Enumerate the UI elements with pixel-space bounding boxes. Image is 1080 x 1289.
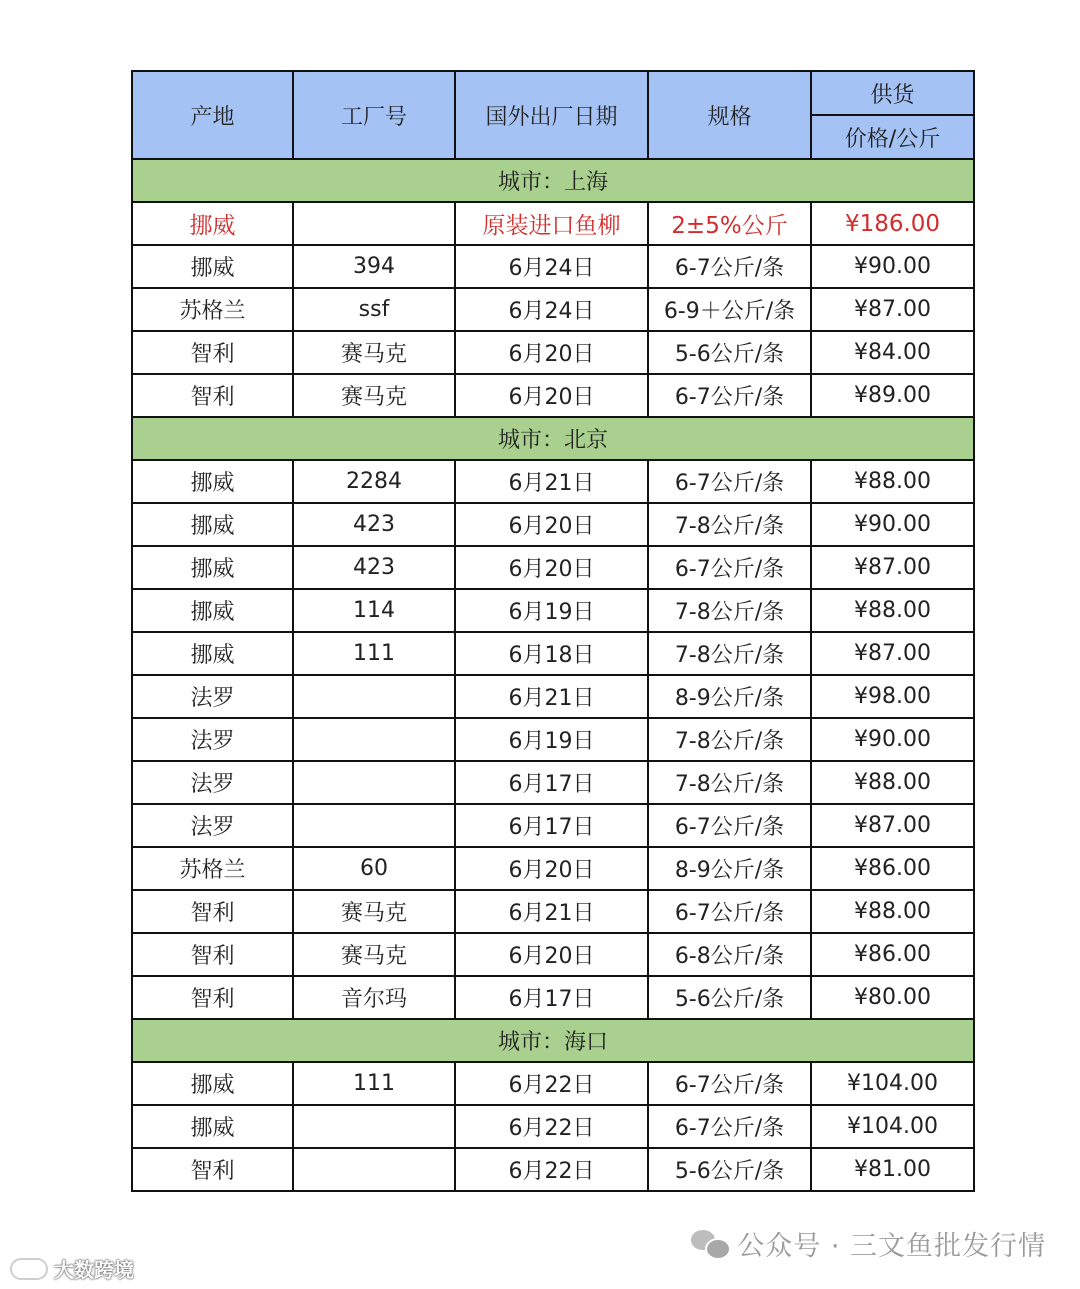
cell-date: 6月17日	[455, 804, 648, 847]
table-row	[132, 331, 974, 374]
table-row	[132, 589, 974, 632]
cell-price: ¥90.00	[811, 503, 974, 546]
cell-date: 6月22日	[455, 1148, 648, 1191]
table-row	[132, 933, 974, 976]
cell-origin: 挪威	[132, 632, 293, 675]
cell-date: 6月18日	[455, 632, 648, 675]
cell-origin: 智利	[132, 331, 293, 374]
table-row	[132, 976, 974, 1019]
cell-price: ¥89.00	[811, 374, 974, 417]
table-row	[132, 1062, 974, 1105]
cell-date: 6月24日	[455, 245, 648, 288]
header-price-unit: 价格/公斤	[811, 115, 974, 159]
cell-spec: 5-6公斤/条	[648, 976, 811, 1019]
cell-spec: 6-8公斤/条	[648, 933, 811, 976]
cell-spec: 8-9公斤/条	[648, 675, 811, 718]
cell-spec: 7-8公斤/条	[648, 761, 811, 804]
cell-origin: 智利	[132, 976, 293, 1019]
cell-date: 6月21日	[455, 675, 648, 718]
cell-factory: 音尔玛	[293, 976, 455, 1019]
cell-spec: 6-7公斤/条	[648, 1062, 811, 1105]
cell-factory	[293, 804, 455, 847]
cell-origin: 挪威	[132, 245, 293, 288]
cell-date: 6月20日	[455, 503, 648, 546]
cell-spec: 6-7公斤/条	[648, 1105, 811, 1148]
cell-origin: 挪威	[132, 589, 293, 632]
table-row	[132, 1105, 974, 1148]
cell-spec: 6-7公斤/条	[648, 460, 811, 503]
cell-price: ¥88.00	[811, 589, 974, 632]
cell-date: 6月21日	[455, 460, 648, 503]
header-origin: 产地	[132, 71, 293, 159]
cell-price: ¥88.00	[811, 460, 974, 503]
cell-spec: 5-6公斤/条	[648, 331, 811, 374]
cell-factory: 423	[293, 503, 455, 546]
cell-spec: 6-7公斤/条	[648, 890, 811, 933]
logo-icon	[10, 1258, 48, 1280]
cell-factory: 赛马克	[293, 331, 455, 374]
table-body	[132, 159, 974, 1191]
table-row	[132, 761, 974, 804]
header-spec: 规格	[648, 71, 811, 159]
city-row	[132, 159, 974, 202]
cell-spec: 2±5%公斤	[648, 202, 811, 245]
cell-spec: 8-9公斤/条	[648, 847, 811, 890]
cell-date: 6月24日	[455, 288, 648, 331]
cell-factory	[293, 718, 455, 761]
cell-factory: 111	[293, 1062, 455, 1105]
cell-origin: 苏格兰	[132, 847, 293, 890]
cell-spec: 7-8公斤/条	[648, 632, 811, 675]
cell-price: ¥90.00	[811, 245, 974, 288]
cell-origin: 智利	[132, 890, 293, 933]
cell-factory	[293, 1148, 455, 1191]
city-label: 城市：北京	[132, 417, 974, 460]
cell-factory: 2284	[293, 460, 455, 503]
cell-spec: 7-8公斤/条	[648, 503, 811, 546]
cell-date: 原装进口鱼柳	[455, 202, 648, 245]
cell-price: ¥87.00	[811, 632, 974, 675]
cell-origin: 苏格兰	[132, 288, 293, 331]
cell-origin: 挪威	[132, 1105, 293, 1148]
cell-date: 6月20日	[455, 546, 648, 589]
cell-date: 6月19日	[455, 718, 648, 761]
cell-date: 6月21日	[455, 890, 648, 933]
table-row	[132, 804, 974, 847]
cell-factory: 60	[293, 847, 455, 890]
cell-price: ¥84.00	[811, 331, 974, 374]
cell-origin: 挪威	[132, 1062, 293, 1105]
table-row	[132, 718, 974, 761]
table-row	[132, 546, 974, 589]
cell-origin: 挪威	[132, 503, 293, 546]
cell-origin: 法罗	[132, 718, 293, 761]
wechat-icon	[691, 1228, 729, 1260]
cell-factory	[293, 675, 455, 718]
table-row	[132, 503, 974, 546]
table-header	[132, 71, 974, 159]
cell-origin: 智利	[132, 374, 293, 417]
cell-price: ¥87.00	[811, 546, 974, 589]
cell-price: ¥104.00	[811, 1105, 974, 1148]
cell-price: ¥87.00	[811, 288, 974, 331]
cell-spec: 6-7公斤/条	[648, 245, 811, 288]
table-row	[132, 847, 974, 890]
header-supply: 供货	[811, 71, 974, 115]
cell-price: ¥98.00	[811, 675, 974, 718]
cell-price: ¥81.00	[811, 1148, 974, 1191]
cell-price: ¥86.00	[811, 847, 974, 890]
cell-factory: 111	[293, 632, 455, 675]
cell-spec: 6-7公斤/条	[648, 374, 811, 417]
cell-spec: 6-7公斤/条	[648, 804, 811, 847]
table-row	[132, 288, 974, 331]
table-row	[132, 460, 974, 503]
cell-date: 6月19日	[455, 589, 648, 632]
header-date: 国外出厂日期	[455, 71, 648, 159]
cell-price: ¥88.00	[811, 761, 974, 804]
table-row	[132, 1148, 974, 1191]
table-row	[132, 675, 974, 718]
cell-origin: 智利	[132, 933, 293, 976]
cell-origin: 挪威	[132, 202, 293, 245]
cell-factory	[293, 202, 455, 245]
table-row	[132, 890, 974, 933]
cell-origin: 法罗	[132, 761, 293, 804]
cell-factory: 394	[293, 245, 455, 288]
corner-logo	[10, 1254, 134, 1283]
corner-logo-text: 大数跨境	[54, 1258, 134, 1282]
cell-factory	[293, 761, 455, 804]
city-row	[132, 1019, 974, 1062]
cell-spec: 6-9＋公斤/条	[648, 288, 811, 331]
cell-origin: 智利	[132, 1148, 293, 1191]
cell-date: 6月22日	[455, 1105, 648, 1148]
table-row	[132, 632, 974, 675]
header-factory: 工厂号	[293, 71, 455, 159]
cell-price: ¥87.00	[811, 804, 974, 847]
cell-origin: 挪威	[132, 546, 293, 589]
cell-date: 6月20日	[455, 374, 648, 417]
table-row	[132, 202, 974, 245]
cell-factory: 114	[293, 589, 455, 632]
cell-factory: 423	[293, 546, 455, 589]
cell-spec: 6-7公斤/条	[648, 546, 811, 589]
cell-price: ¥90.00	[811, 718, 974, 761]
cell-factory: 赛马克	[293, 374, 455, 417]
price-table	[131, 70, 975, 1192]
table-row	[132, 245, 974, 288]
city-row	[132, 417, 974, 460]
cell-factory: ssf	[293, 288, 455, 331]
cell-origin: 挪威	[132, 460, 293, 503]
cell-price: ¥86.00	[811, 933, 974, 976]
watermark	[691, 1224, 1046, 1263]
cell-spec: 5-6公斤/条	[648, 1148, 811, 1191]
table-row	[132, 374, 974, 417]
cell-origin: 法罗	[132, 675, 293, 718]
cell-price: ¥104.00	[811, 1062, 974, 1105]
cell-origin: 法罗	[132, 804, 293, 847]
cell-date: 6月22日	[455, 1062, 648, 1105]
city-label: 城市：海口	[132, 1019, 974, 1062]
cell-date: 6月17日	[455, 761, 648, 804]
cell-price: ¥88.00	[811, 890, 974, 933]
cell-date: 6月20日	[455, 933, 648, 976]
cell-spec: 7-8公斤/条	[648, 589, 811, 632]
cell-date: 6月20日	[455, 847, 648, 890]
cell-price: ¥80.00	[811, 976, 974, 1019]
cell-date: 6月17日	[455, 976, 648, 1019]
cell-spec: 7-8公斤/条	[648, 718, 811, 761]
cell-factory	[293, 1105, 455, 1148]
city-label: 城市：上海	[132, 159, 974, 202]
cell-price: ¥186.00	[811, 202, 974, 245]
cell-factory: 赛马克	[293, 890, 455, 933]
cell-factory: 赛马克	[293, 933, 455, 976]
watermark-text: 公众号 · 三文鱼批发行情	[737, 1231, 1046, 1262]
cell-date: 6月20日	[455, 331, 648, 374]
